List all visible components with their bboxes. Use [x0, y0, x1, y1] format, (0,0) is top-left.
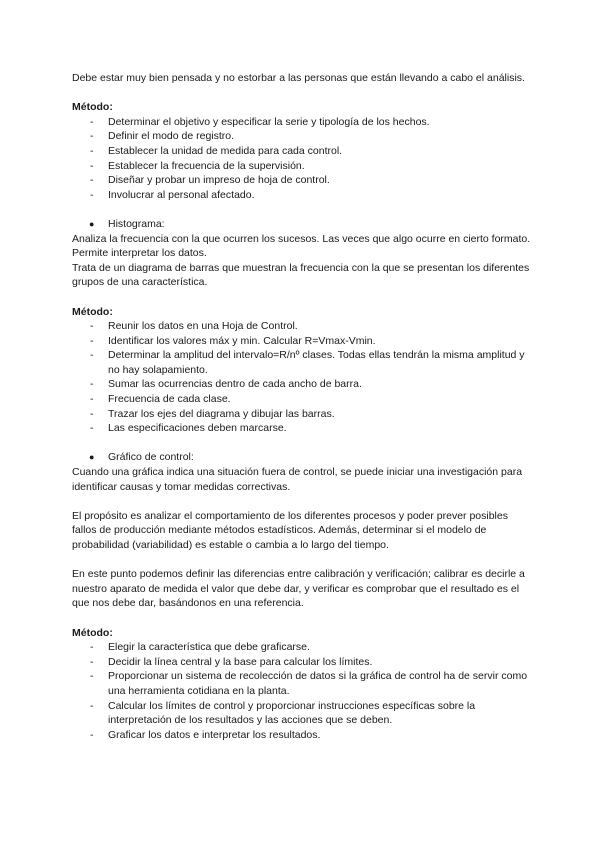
list-item: - Calcular los límites de control y proporcionar instrucciones específicas sobre la interpretación de los resultados y las acciones que se deben. [72, 699, 532, 728]
spacer [72, 494, 532, 509]
list-item: - Identificar los valores máx y min. Calcular R=Vmax-Vmin. [72, 334, 532, 349]
histograma-paragraph-2: Trata de un diagrama de barras que muestran la frecuencia con la que se presentan los diferentes grupos de una característica. [72, 261, 530, 289]
metodo-heading-1: Método: [72, 101, 113, 114]
metodo-list-3 [72, 640, 532, 742]
spacer [72, 86, 532, 101]
list-item: - Diseñar y probar un impreso de hoja de control. [72, 173, 532, 188]
list-item: - Las especificaciones deben marcarse. [72, 421, 532, 436]
histograma-title: Histograma: [108, 217, 165, 230]
grafico-paragraph-1: Cuando una gráfica indica una situación fuera de control, se puede iniciar una investigación para identificar causas y tomar medidas correctivas. [72, 466, 523, 493]
list-item: - Decidir la línea central y la base para calcular los límites. [72, 655, 532, 670]
list-item: - Graficar los datos e interpretar los resultados. [72, 728, 532, 743]
spacer [72, 290, 532, 305]
grafico-paragraph-2: El propósito es analizar el comportamiento de los diferentes procesos y poder prever posibles fallos de producción mediante métodos estadísticos. Además, determinar si el modelo de probabilidad (variabilidad) es estable o cambia a lo largo del tiempo. [72, 509, 508, 551]
list-item: - Definir el modo de registro. [72, 129, 532, 144]
grafico-paragraph-3: En este punto podemos definir las diferencias entre calibración y verificación; calibrar es decirle a nuestro aparato de medida el valor que debe dar, y verificar es comprobar que el resultado es el que nos debe dar, basándonos en una referencia. [72, 568, 525, 610]
bullet-dot-icon: ● [89, 452, 95, 463]
list-item: - Establecer la unidad de medida para cada control. [72, 144, 532, 159]
list-item: - Frecuencia de cada clase. [72, 392, 532, 407]
list-item: - Reunir los datos en una Hoja de Control. [72, 319, 532, 334]
list-item: - Involucrar al personal afectado. [72, 188, 532, 203]
list-item: - Proporcionar un sistema de recolección de datos si la gráfica de control ha de servir como una herramienta cotidiana en la planta. [72, 669, 532, 698]
list-item: - Trazar los ejes del diagrama y dibujar las barras. [72, 407, 532, 422]
metodo-heading-2: Método: [72, 305, 113, 318]
histograma-bullet [72, 217, 532, 232]
metodo-list-1 [72, 115, 532, 203]
grafico-title: Gráfico de control: [108, 451, 194, 464]
list-item: - Establecer la frecuencia de la supervisión. [72, 159, 532, 174]
spacer [72, 202, 532, 217]
spacer [72, 553, 532, 568]
intro-paragraph: Debe estar muy bien pensada y no estorbar a las personas que están llevando a cabo el análisis. [72, 72, 525, 84]
spacer [72, 436, 532, 451]
histograma-paragraph-1: Analiza la frecuencia con la que ocurren los sucesos. Las veces que algo ocurre en cierto formato. Permite interpretar los datos. [72, 232, 531, 260]
list-item: - Determinar la amplitud del intervalo=R/nº clases. Todas ellas tendrán la misma amplitud y no hay solapamiento. [72, 348, 532, 377]
grafico-bullet [72, 450, 532, 465]
list-item: - Sumar las ocurrencias dentro de cada ancho de barra. [72, 377, 532, 392]
metodo-heading-3: Método: [72, 626, 113, 639]
list-item: - Determinar el objetivo y especificar la serie y tipología de los hechos. [72, 115, 532, 130]
bullet-dot-icon: ● [89, 218, 95, 229]
document-body [72, 71, 532, 742]
list-item: - Elegir la característica que debe graficarse. [72, 640, 532, 655]
spacer [72, 611, 532, 626]
metodo-list-2 [72, 319, 532, 436]
